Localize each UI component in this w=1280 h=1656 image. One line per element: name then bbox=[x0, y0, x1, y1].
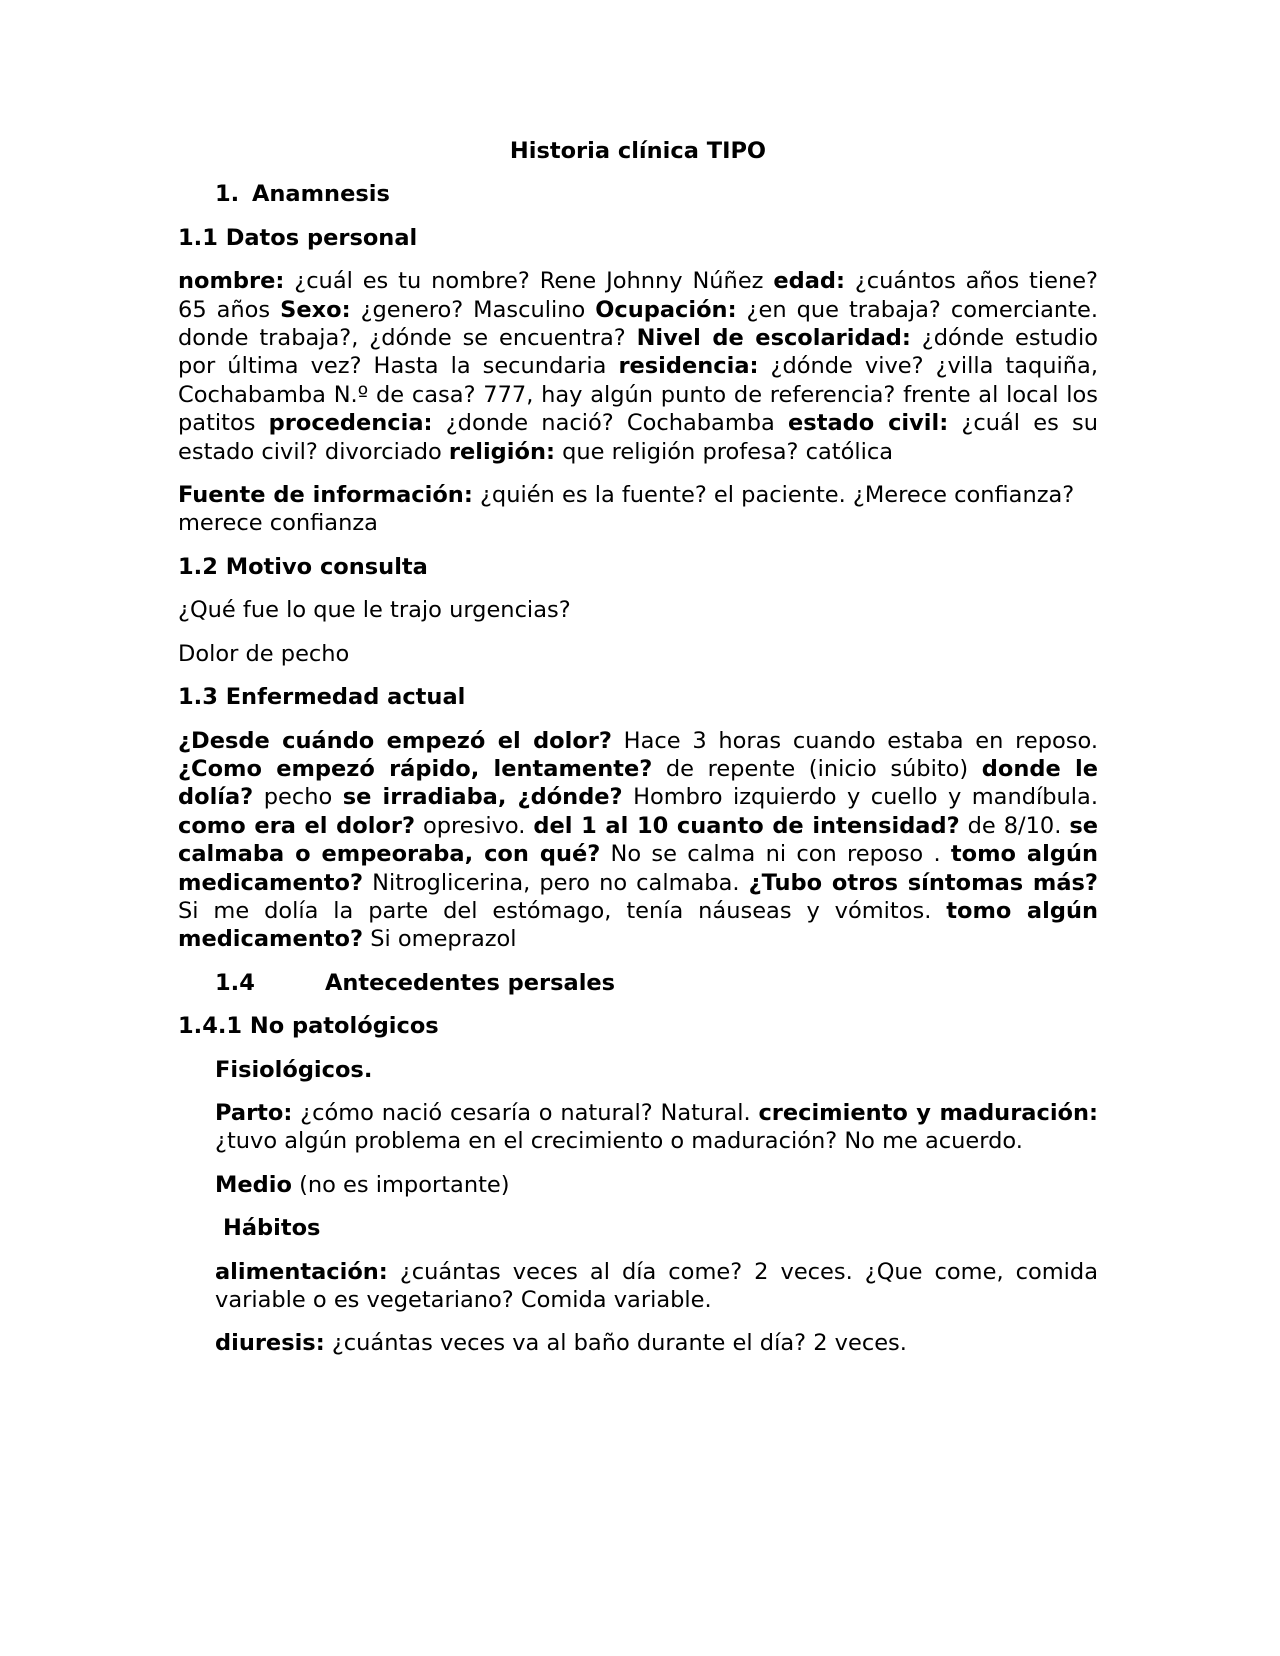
answer-text: de 8/10. bbox=[959, 812, 1070, 839]
field-label: procedencia: bbox=[268, 410, 433, 437]
answer-text: Si omeprazol bbox=[363, 926, 517, 953]
field-text: ¿cuántas veces va al baño durante el día? 2 veces. bbox=[324, 1330, 907, 1357]
field-text: ¿cómo nació cesaría o natural? Natural. bbox=[292, 1099, 759, 1126]
answer-text: No se calma ni con reposo . bbox=[600, 841, 951, 868]
answer-text: opresivo. bbox=[415, 812, 534, 839]
motivo-question: ¿Qué fue lo que le trajo urgencias? bbox=[178, 597, 571, 624]
question-text: se irradiaba, ¿dónde? bbox=[342, 784, 623, 811]
field-label: Medio bbox=[215, 1171, 292, 1198]
question-text: tomo algún medicamento? bbox=[178, 841, 1098, 896]
datos-personal-paragraph bbox=[178, 267, 1098, 466]
motivo-answer: Dolor de pecho bbox=[178, 640, 350, 667]
field-label: Sexo: bbox=[280, 296, 351, 323]
medio-paragraph bbox=[178, 1171, 1098, 1199]
section-number: 1.4 bbox=[215, 969, 255, 996]
section-heading-anamnesis bbox=[178, 180, 1098, 208]
section-number: 1. bbox=[215, 181, 240, 208]
question-text: donde le dolía? bbox=[178, 755, 1098, 811]
field-text: ¿cuál es su estado civil? divorciado bbox=[178, 410, 1098, 465]
field-text: ¿cuál es tu nombre? Rene Johnny Núñez bbox=[284, 268, 774, 295]
question-text: como era el dolor? bbox=[178, 812, 416, 839]
section-heading-enfermedad-actual: 1.3 Enfermedad actual bbox=[178, 684, 466, 711]
field-text: ¿quién es la fuente? el paciente. ¿Merece confianza? merece confianza bbox=[178, 482, 1075, 537]
answer-text: Nitroglicerina, pero no calmaba. bbox=[363, 869, 749, 896]
question-text: ¿Desde cuándo empezó el dolor? bbox=[178, 727, 612, 754]
section-heading-motivo-consulta: 1.2 Motivo consulta bbox=[178, 553, 428, 580]
diuresis-paragraph bbox=[178, 1329, 1098, 1357]
field-label: Fuente de información: bbox=[178, 482, 473, 509]
document-title: Historia clínica TIPO bbox=[509, 138, 767, 164]
question-text: ¿Tubo otros síntomas más? bbox=[748, 869, 1098, 896]
fuente-informacion-paragraph bbox=[178, 481, 1098, 538]
field-label: alimentación: bbox=[215, 1258, 388, 1285]
answer-text: de repente (inicio súbito) bbox=[652, 755, 982, 782]
field-label: residencia: bbox=[618, 353, 759, 380]
question-text: tomo algún medicamento? bbox=[178, 897, 1098, 953]
field-text: ¿cuántas veces al día come? 2 veces. ¿Que come, comida variable o es vegetariano? Comida variable. bbox=[215, 1258, 1098, 1313]
field-text: ¿donde nació? Cochabamba bbox=[432, 410, 789, 437]
question-text: ¿Como empezó rápido, lentamente? bbox=[178, 755, 653, 782]
section-label: Antecedentes persales bbox=[325, 969, 616, 996]
field-text: ¿cuántos años tiene? 65 años bbox=[178, 268, 1098, 323]
question-text: del 1 al 10 cuanto de intensidad? bbox=[533, 812, 960, 839]
field-text: ¿tuvo algún problema en el crecimiento o maduración? No me acuerdo. bbox=[215, 1128, 1023, 1155]
answer-text: Si me dolía la parte del estómago, tenía náuseas y vómitos. bbox=[178, 897, 947, 924]
field-label: Ocupación: bbox=[595, 296, 737, 323]
field-text: (no es importante) bbox=[291, 1171, 510, 1198]
question-text: se calmaba o empeoraba, con qué? bbox=[178, 812, 1098, 868]
subheading-habitos: Hábitos bbox=[223, 1215, 321, 1242]
answer-text: Hace 3 horas cuando estaba en reposo. bbox=[611, 727, 1098, 754]
answer-text: pecho bbox=[253, 784, 343, 811]
enfermedad-actual-paragraph bbox=[178, 727, 1098, 954]
field-text: ¿en que trabaja? comerciante. donde trabaja?, ¿dónde se encuentra? bbox=[178, 296, 1098, 352]
section-heading-datos-personal: 1.1 Datos personal bbox=[178, 224, 418, 251]
section-heading-antecedentes bbox=[178, 969, 1098, 997]
field-label: religión: bbox=[448, 438, 555, 465]
answer-text: Hombro izquierdo y cuello y mandíbula. bbox=[622, 784, 1099, 811]
field-text: ¿genero? Masculino bbox=[350, 296, 596, 323]
field-label: crecimiento y maduración: bbox=[758, 1099, 1099, 1126]
section-heading-no-patologicos: 1.4.1 No patológicos bbox=[178, 1013, 439, 1040]
field-text: ¿dónde estudio por última vez? Hasta la secundaria bbox=[178, 325, 1098, 380]
field-text: ¿dónde vive? ¿villa taquiña, Cochabamba N.º de casa? 777, hay algún punto de referencia? frente al local los patitos bbox=[178, 353, 1098, 437]
field-label: Parto: bbox=[215, 1099, 293, 1126]
section-label: Anamnesis bbox=[252, 181, 390, 208]
field-label: diuresis: bbox=[215, 1330, 325, 1357]
field-label: estado civil: bbox=[788, 410, 949, 437]
alimentacion-paragraph bbox=[178, 1258, 1098, 1315]
parto-paragraph bbox=[178, 1099, 1098, 1156]
document-page bbox=[178, 137, 1098, 1373]
subheading-fisiologicos: Fisiológicos. bbox=[215, 1056, 373, 1083]
field-text: que religión profesa? católica bbox=[554, 438, 894, 465]
field-label: edad: bbox=[773, 268, 845, 295]
field-label: nombre: bbox=[178, 268, 285, 295]
field-label: Nivel de escolaridad: bbox=[636, 325, 911, 352]
